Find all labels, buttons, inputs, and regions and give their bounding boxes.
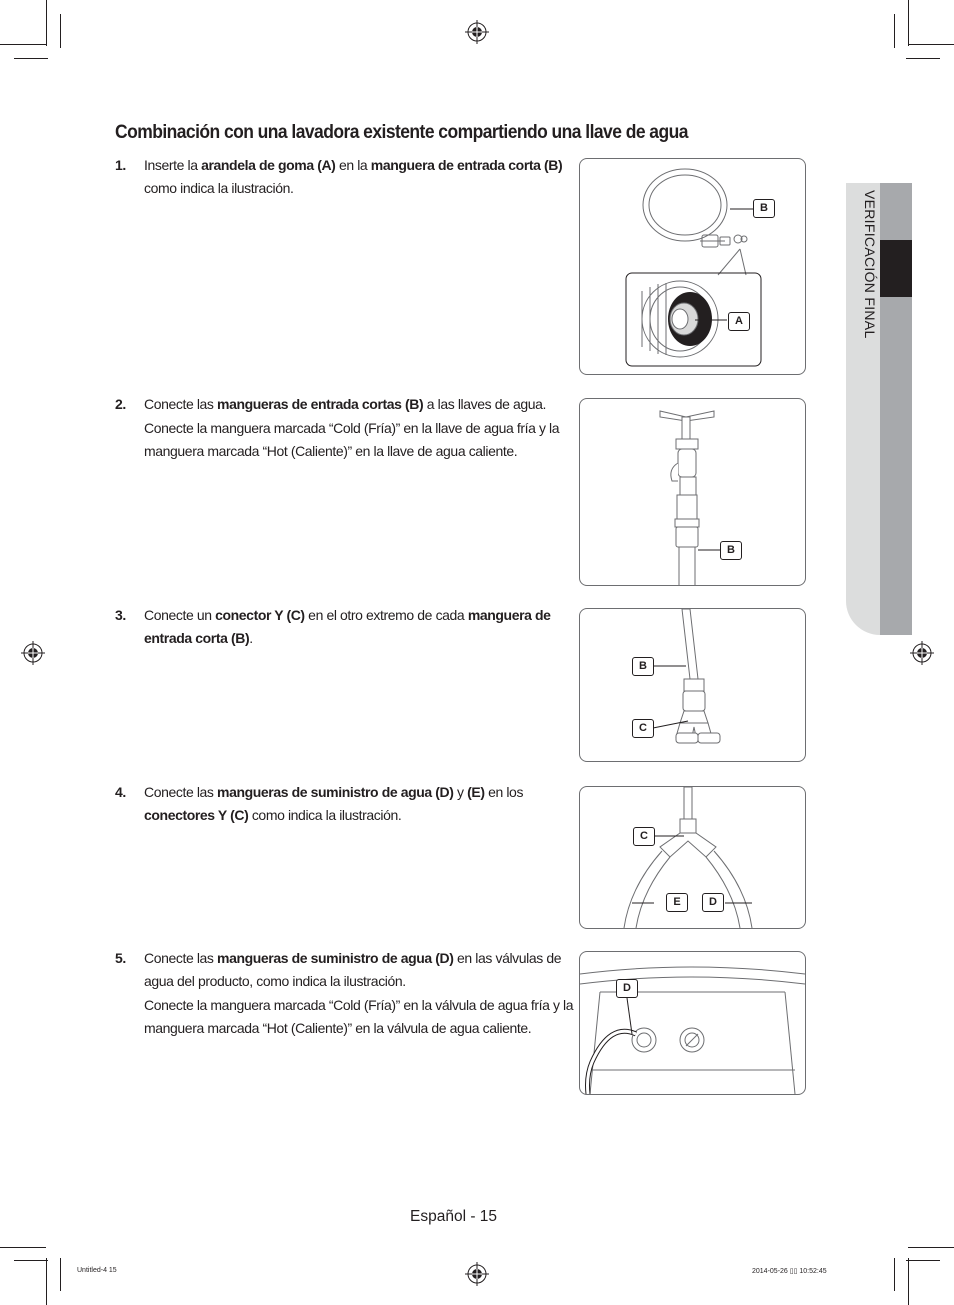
callout-b: B [632, 657, 654, 676]
text-run: Conecte un [144, 607, 216, 623]
registration-mark-icon [465, 1262, 489, 1286]
text-run: Conecte la manguera marcada “Cold (Fría)” en la llave de agua fría y la manguera marcada “Hot (Caliente)” en la llave de agua caliente. [144, 420, 560, 459]
step-paragraph [144, 994, 575, 1040]
section-tab-label: VERIFICACIÓN FINAL [862, 190, 878, 339]
text-run: a las llaves de agua. [423, 396, 546, 412]
registration-mark-icon [465, 20, 489, 44]
text-run: en el otro extremo de cada [304, 607, 468, 623]
step-text [144, 604, 575, 650]
bold-term: mangueras de suministro de agua (D) [217, 950, 454, 966]
supply-hose-illustration [580, 787, 805, 928]
text-run: Inserte la [144, 157, 202, 173]
callout-d: D [702, 893, 724, 912]
step-1 [115, 154, 575, 201]
faucet-illustration [580, 399, 805, 585]
callout-e: E [666, 893, 688, 912]
bold-term: conector Y (C) [215, 607, 305, 623]
step-3 [115, 604, 575, 651]
bold-term: conectores Y (C) [144, 807, 249, 823]
step-number: 2. [115, 396, 126, 412]
step-paragraph [144, 781, 575, 827]
text-run: en la [335, 157, 371, 173]
figure-supply-hoses [579, 786, 806, 929]
y-connector-illustration [580, 609, 805, 761]
step-4 [115, 781, 575, 828]
step-text [144, 154, 575, 200]
callout-c: C [632, 719, 654, 738]
callout-c: C [633, 827, 655, 846]
step-5 [115, 947, 575, 1041]
text-run: y [453, 784, 468, 800]
callout-a: A [728, 312, 750, 331]
step-text [144, 781, 575, 827]
step-number: 1. [115, 157, 126, 173]
callout-d: D [616, 979, 638, 998]
water-valve-illustration [580, 952, 805, 1094]
hose-washer-illustration [580, 159, 805, 374]
callout-b: B [753, 199, 775, 218]
step-paragraph [144, 154, 575, 200]
text-run: en las válvulas de agua del producto, como indica la ilustración. [144, 950, 562, 989]
bold-term: (E) [467, 784, 485, 800]
step-paragraph [144, 947, 575, 993]
bold-term: mangueras de entrada cortas (B) [217, 396, 424, 412]
bold-term: manguera de entrada corta (B) [144, 607, 551, 646]
print-slug-left: Untitled-4 15 [77, 1267, 117, 1274]
callout-b: B [720, 541, 742, 560]
step-number: 3. [115, 607, 126, 623]
figure-y-connector [579, 608, 806, 762]
step-text [144, 393, 575, 463]
figure-water-valves [579, 951, 806, 1095]
figure-rubber-washer [579, 158, 806, 375]
text-run: como indica la ilustración. [248, 807, 402, 823]
step-number: 4. [115, 784, 126, 800]
text-run: Conecte la manguera marcada “Cold (Fría)” en la válvula de agua fría y la manguera marcada “Hot (Caliente)” en la válvula de agua caliente. [144, 997, 574, 1036]
registration-mark-icon [910, 641, 934, 665]
print-slug-right: 2014-05-26 ▯▯ 10:52:45 [752, 1268, 827, 1275]
text-run: Conecte las [144, 950, 218, 966]
step-text [144, 947, 575, 1040]
step-number: 5. [115, 950, 126, 966]
text-run: en los [484, 784, 524, 800]
bold-term: mangueras de suministro de agua (D) [217, 784, 454, 800]
bold-term: arandela de goma (A) [201, 157, 336, 173]
section-tab-marker [880, 240, 912, 297]
text-run: Conecte las [144, 396, 218, 412]
registration-mark-icon [21, 641, 45, 665]
page-number: Español - 15 [410, 1208, 498, 1225]
text-run: como indica la ilustración. [144, 180, 294, 196]
text-run: Conecte las [144, 784, 218, 800]
text-run: . [249, 630, 253, 646]
step-paragraph [144, 417, 575, 463]
step-paragraph [144, 604, 575, 650]
page-heading: Combinación con una lavadora existente compartiendo una llave de agua [115, 122, 688, 143]
step-paragraph [144, 393, 575, 416]
figure-faucet-connection [579, 398, 806, 586]
bold-term: manguera de entrada corta (B) [370, 157, 563, 173]
step-2 [115, 393, 575, 464]
